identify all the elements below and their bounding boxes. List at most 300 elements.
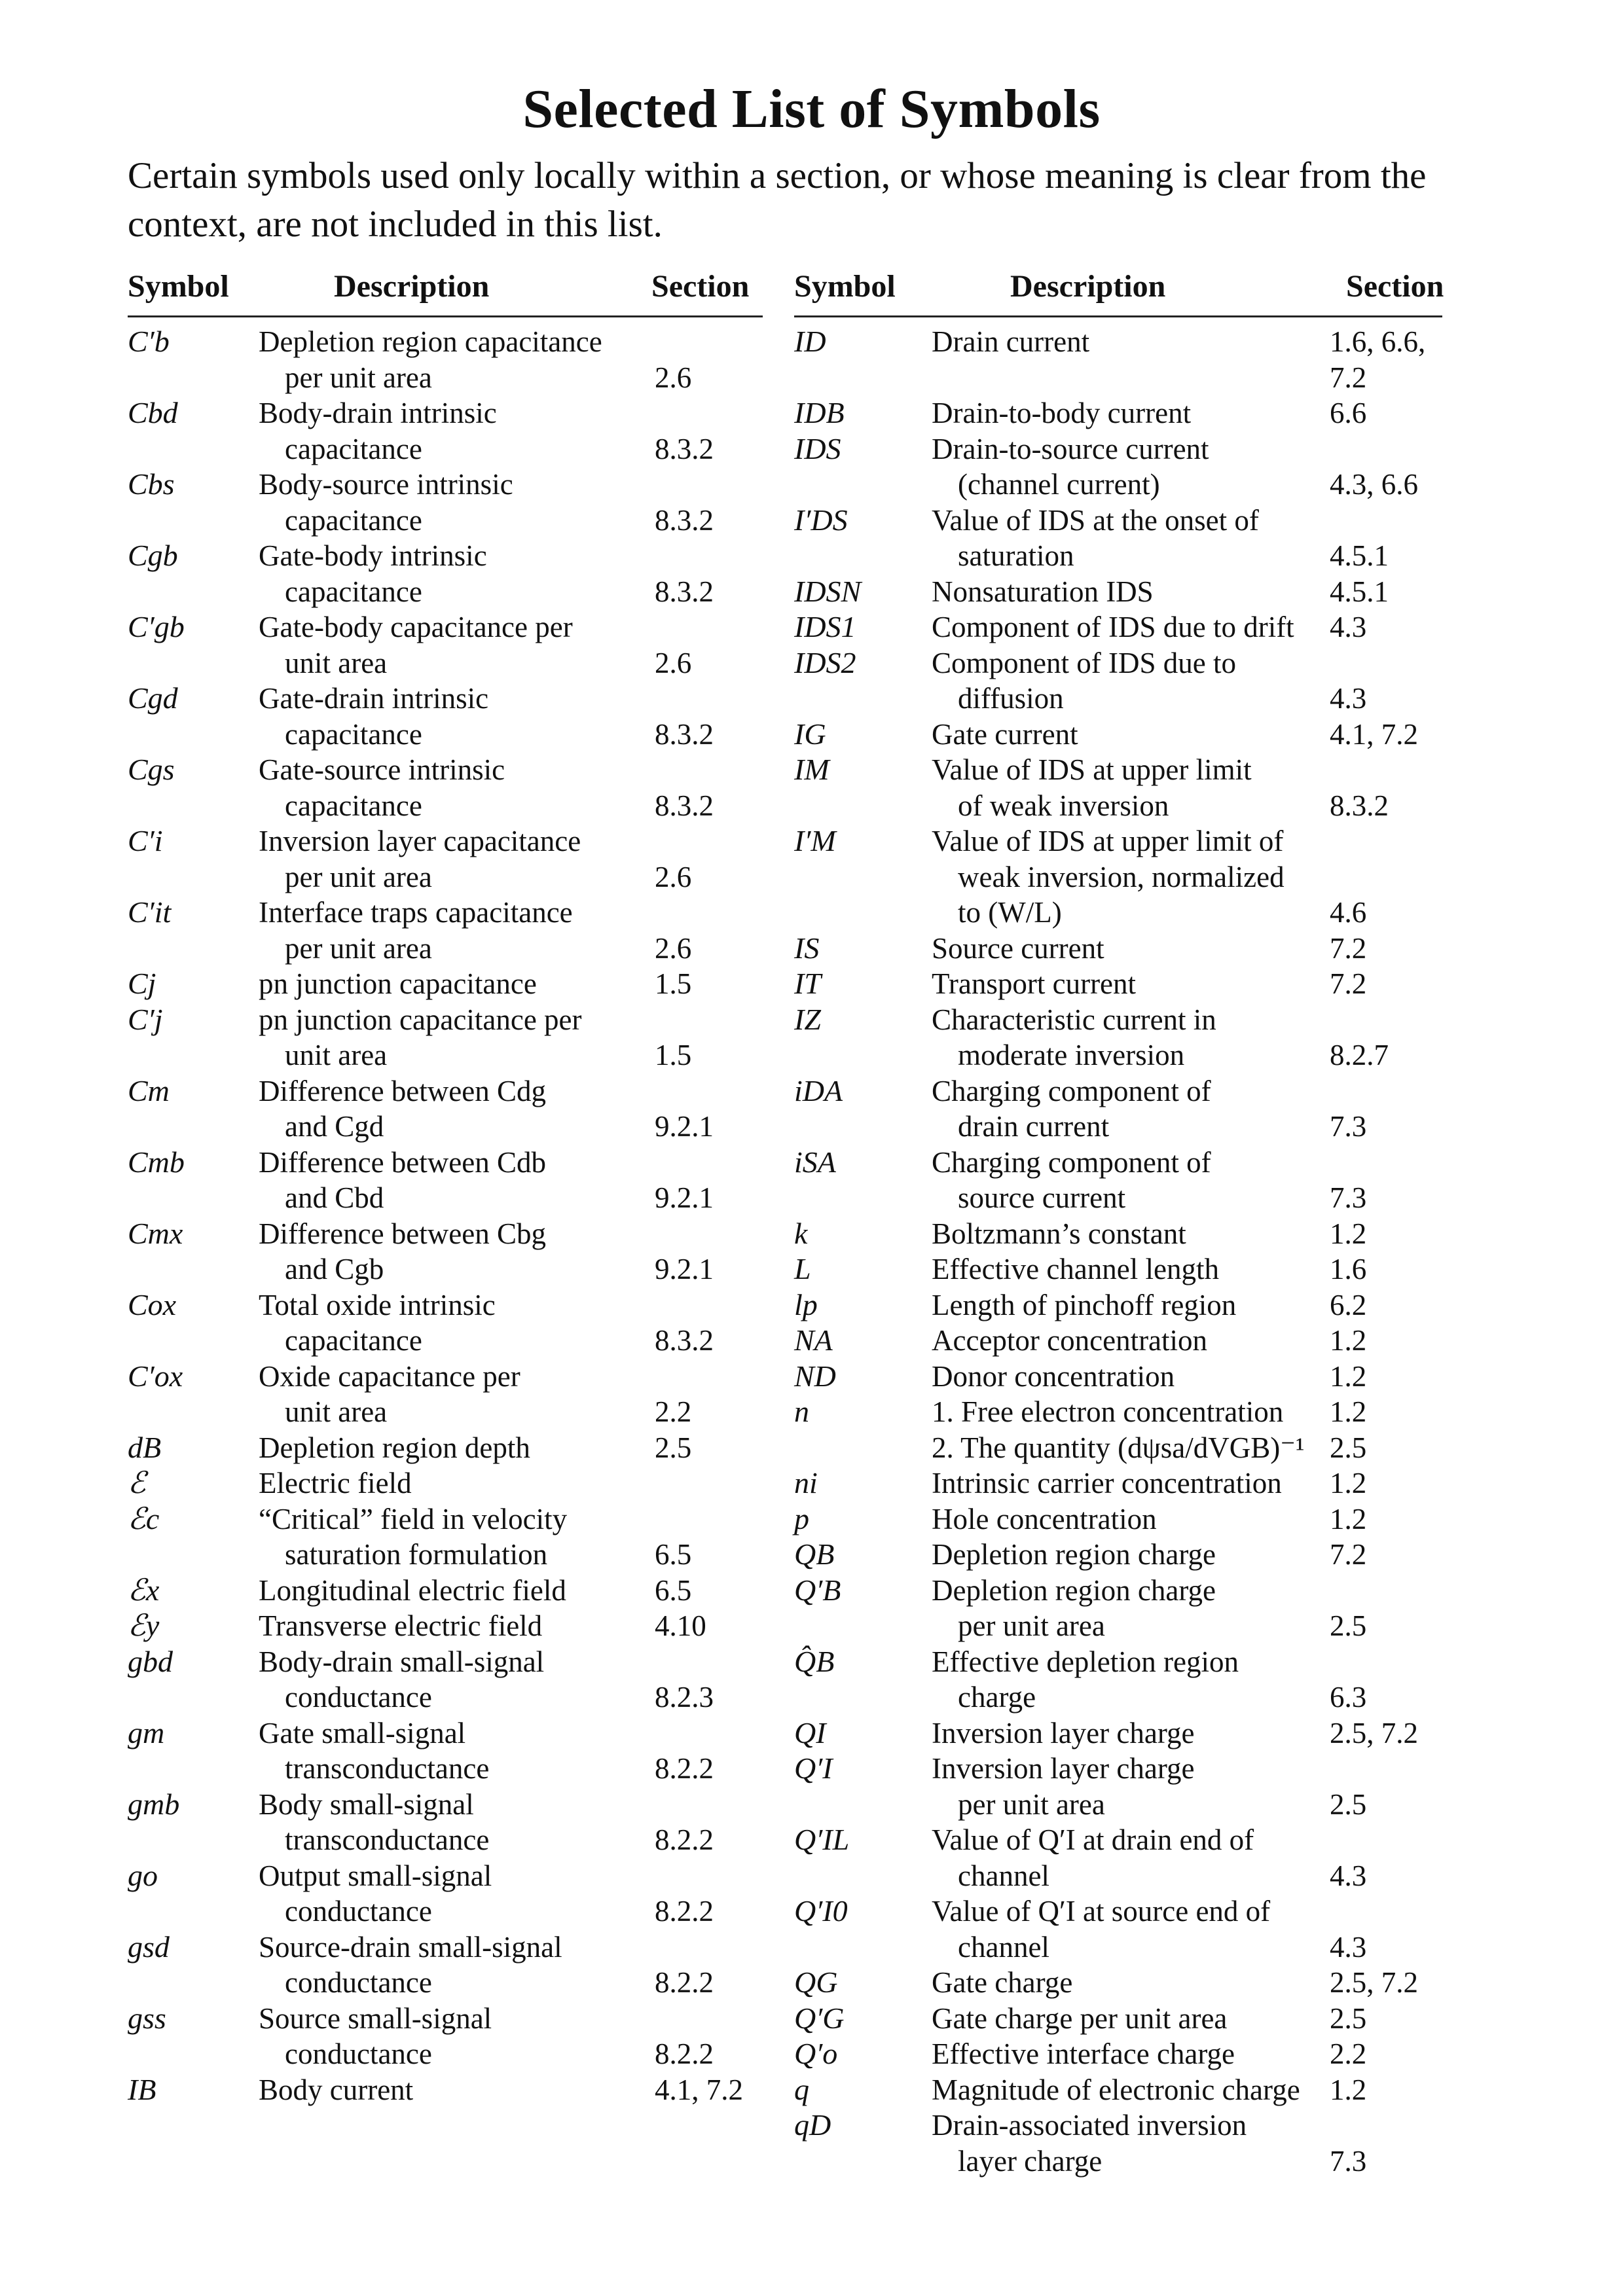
description-line: Inversion layer charge bbox=[932, 1752, 1195, 1785]
symbol-cell: iDA bbox=[794, 1073, 843, 1107]
table-row bbox=[794, 2001, 1442, 2037]
section-cell: 7.2 bbox=[1330, 931, 1367, 965]
section-cell: 8.2.2 bbox=[655, 1752, 714, 1785]
table-body bbox=[794, 324, 1442, 2179]
symbol-cell: Cmb bbox=[128, 1145, 185, 1179]
table-row bbox=[794, 574, 1442, 610]
table-row bbox=[128, 1287, 763, 1359]
symbol-cell: ℰx bbox=[128, 1573, 160, 1607]
section-cell: 2.6 bbox=[655, 860, 692, 893]
table-row bbox=[794, 752, 1442, 823]
symbol-cell: IDS2 bbox=[794, 645, 856, 679]
table-row bbox=[128, 1145, 763, 1216]
table-row bbox=[128, 1608, 763, 1644]
symbol-cell: ID bbox=[794, 325, 826, 358]
symbol-cell: IB bbox=[128, 2072, 156, 2106]
description-line: of weak inversion bbox=[958, 789, 1169, 822]
table-row bbox=[794, 609, 1442, 645]
symbol-cell: q bbox=[794, 2072, 809, 2106]
section-cell: 2.5, 7.2 bbox=[1330, 1716, 1418, 1749]
table-row bbox=[794, 1359, 1442, 1395]
symbol-cell: qD bbox=[794, 2108, 831, 2142]
symbol-cell: Cox bbox=[128, 1287, 177, 1321]
symbol-cell: Cbs bbox=[128, 467, 175, 501]
description-line: capacitance bbox=[285, 575, 422, 608]
symbol-cell: Cmx bbox=[128, 1216, 183, 1250]
symbol-cell: C′it bbox=[128, 895, 172, 929]
description-line: to (W/L) bbox=[958, 896, 1062, 929]
section-cell: 4.3 bbox=[1330, 1930, 1367, 1964]
description-line: Source current bbox=[932, 931, 1104, 965]
section-cell: 7.2 bbox=[1330, 967, 1367, 1000]
description-line: drain current bbox=[958, 1110, 1110, 1143]
symbol-cell: I′M bbox=[794, 824, 836, 857]
description-line: Total oxide intrinsic bbox=[259, 1288, 496, 1321]
header-description: Description bbox=[334, 269, 490, 304]
symbol-cell: ℰc bbox=[128, 1501, 160, 1535]
table-body bbox=[128, 324, 763, 2108]
section-cell: 1.2 bbox=[1330, 1217, 1367, 1250]
section-cell: 4.3, 6.6 bbox=[1330, 468, 1418, 501]
description-line: Electric field bbox=[259, 1467, 412, 1499]
description-line: Intrinsic carrier concentration bbox=[932, 1467, 1282, 1499]
description-line: Inversion layer charge bbox=[932, 1716, 1195, 1749]
description-line: Source small-signal bbox=[259, 2001, 492, 2035]
symbol-cell: iSA bbox=[794, 1145, 836, 1179]
description-line: Length of pinchoff region bbox=[932, 1288, 1237, 1321]
description-line: unit area bbox=[285, 646, 388, 679]
header-section: Section bbox=[651, 269, 750, 304]
description-line: capacitance bbox=[285, 717, 422, 751]
table-row bbox=[794, 2072, 1442, 2108]
description-line: Donor concentration bbox=[932, 1359, 1175, 1393]
description-line: Gate-drain intrinsic bbox=[259, 682, 489, 715]
symbol-cell: L bbox=[794, 1252, 811, 1285]
table-row bbox=[794, 503, 1442, 574]
table-row bbox=[128, 1644, 763, 1715]
description-line: Boltzmann’s constant bbox=[932, 1217, 1186, 1250]
symbol-cell: QI bbox=[794, 1715, 826, 1749]
section-cell: 8.2.2 bbox=[655, 1895, 714, 1928]
description-line: Output small-signal bbox=[259, 1859, 492, 1892]
symbols-table-left bbox=[128, 268, 763, 2108]
description-line: per unit area bbox=[958, 1787, 1105, 1821]
description-line: source current bbox=[958, 1181, 1126, 1214]
section-cell: 6.5 bbox=[655, 1538, 692, 1571]
section-cell: 9.2.1 bbox=[655, 1181, 714, 1214]
section-cell: 8.3.2 bbox=[655, 1324, 714, 1357]
symbol-cell: go bbox=[128, 1858, 158, 1892]
description-line: Depletion region capacitance bbox=[259, 325, 602, 358]
section-cell: 7.3 bbox=[1330, 2144, 1367, 2178]
description-line: Depletion region charge bbox=[932, 1538, 1216, 1571]
description-line: Hole concentration bbox=[932, 1502, 1157, 1535]
description-line: Gate small-signal bbox=[259, 1716, 466, 1749]
description-line: Acceptor concentration bbox=[932, 1324, 1208, 1357]
table-row bbox=[128, 1002, 763, 1073]
symbol-cell: C′gb bbox=[128, 610, 185, 643]
symbols-table-right bbox=[794, 268, 1442, 2179]
table-row bbox=[128, 2072, 763, 2108]
table-row bbox=[128, 1430, 763, 1466]
description-line: pn junction capacitance per bbox=[259, 1003, 582, 1036]
table-row bbox=[794, 931, 1442, 967]
table-row bbox=[794, 717, 1442, 753]
symbol-cell: k bbox=[794, 1216, 808, 1250]
description-line: Oxide capacitance per bbox=[259, 1359, 520, 1393]
description-line: and Cgd bbox=[285, 1110, 384, 1143]
table-row bbox=[128, 1465, 763, 1501]
symbol-cell: gm bbox=[128, 1715, 165, 1749]
description-line: (channel current) bbox=[958, 468, 1160, 501]
symbol-cell: IDSN bbox=[794, 574, 862, 608]
section-cell: 2.5, 7.2 bbox=[1330, 1966, 1418, 1999]
description-line: Body-source intrinsic bbox=[259, 468, 513, 501]
description-line: per unit area bbox=[285, 361, 432, 394]
section-cell: 2.2 bbox=[1330, 2037, 1367, 2070]
description-line: channel bbox=[958, 1930, 1049, 1964]
description-line: Value of IDS at upper limit of bbox=[932, 825, 1284, 857]
section-cell: 2.5 bbox=[1330, 2001, 1367, 2035]
description-line: Interface traps capacitance bbox=[259, 896, 573, 929]
description-line: Depletion region depth bbox=[259, 1431, 530, 1464]
symbol-cell: IZ bbox=[794, 1002, 821, 1036]
section-cell: 8.2.7 bbox=[1330, 1039, 1389, 1071]
table-row bbox=[128, 538, 763, 609]
description-line: unit area bbox=[285, 1395, 388, 1428]
section-cell: 4.3 bbox=[1330, 611, 1367, 643]
table-row bbox=[128, 1501, 763, 1573]
section-cell: 4.6 bbox=[1330, 896, 1367, 929]
symbol-cell: Q′IL bbox=[794, 1823, 850, 1856]
header-rule bbox=[794, 315, 1442, 317]
section-cell: 1.2 bbox=[1330, 1502, 1367, 1535]
symbol-cell: gsd bbox=[128, 1929, 170, 1964]
description-line: conductance bbox=[285, 2037, 432, 2070]
table-row bbox=[794, 1323, 1442, 1359]
section-cell: 8.3.2 bbox=[1330, 789, 1389, 822]
symbol-cell: dB bbox=[128, 1430, 162, 1464]
table-row bbox=[794, 1822, 1442, 1893]
section-cell: 2.5 bbox=[1330, 1431, 1367, 1464]
symbol-cell: C′j bbox=[128, 1002, 163, 1036]
table-row bbox=[794, 966, 1442, 1002]
header-rule bbox=[128, 315, 763, 317]
description-line: saturation formulation bbox=[285, 1538, 548, 1571]
symbol-cell: Cm bbox=[128, 1073, 170, 1107]
table-row bbox=[794, 1751, 1442, 1822]
description-line: Charging component of bbox=[932, 1145, 1211, 1179]
description-line: Body-drain small-signal bbox=[259, 1645, 545, 1678]
table-row bbox=[794, 1573, 1442, 1644]
description-line: Difference between Cbg bbox=[259, 1217, 546, 1250]
description-line: Drain-to-body current bbox=[932, 397, 1192, 429]
section-cell: 7.3 bbox=[1330, 1181, 1367, 1214]
description-line: Effective interface charge bbox=[932, 2037, 1235, 2070]
section-cell: 6.3 bbox=[1330, 1681, 1367, 1713]
symbol-cell: p bbox=[794, 1501, 809, 1535]
table-row bbox=[794, 1394, 1442, 1430]
description-line: channel bbox=[958, 1859, 1049, 1892]
description-line: capacitance bbox=[285, 789, 422, 822]
symbol-cell: Q′I bbox=[794, 1751, 833, 1785]
table-row bbox=[794, 1002, 1442, 1073]
symbol-cell: C′ox bbox=[128, 1359, 183, 1393]
table-row bbox=[794, 431, 1442, 503]
symbol-cell: I′DS bbox=[794, 503, 848, 537]
description-line: and Cgb bbox=[285, 1253, 384, 1285]
description-line: moderate inversion bbox=[958, 1039, 1185, 1071]
description-line: conductance bbox=[285, 1681, 432, 1713]
section-cell: 1.2 bbox=[1330, 1359, 1367, 1393]
table-row bbox=[128, 1787, 763, 1858]
table-row bbox=[128, 467, 763, 538]
table-row bbox=[128, 1715, 763, 1787]
symbol-cell: QB bbox=[794, 1537, 835, 1571]
table-row bbox=[794, 1644, 1442, 1715]
description-line: 2. The quantity (dψsa/dVGB)⁻¹ bbox=[932, 1431, 1305, 1464]
symbol-cell: Q̂B bbox=[794, 1644, 835, 1678]
section-cell: 8.3.2 bbox=[655, 575, 714, 608]
description-line: charge bbox=[958, 1681, 1036, 1713]
symbol-cell: Q′B bbox=[794, 1573, 841, 1607]
section-cell: 8.2.3 bbox=[655, 1681, 714, 1713]
symbol-cell: lp bbox=[794, 1287, 818, 1321]
description-line: 1. Free electron concentration bbox=[932, 1395, 1284, 1428]
table-row bbox=[794, 1073, 1442, 1145]
section-cell: 2.6 bbox=[655, 646, 692, 679]
description-line: transconductance bbox=[285, 1823, 490, 1856]
symbol-cell: C′i bbox=[128, 824, 163, 857]
table-row bbox=[128, 1929, 763, 2001]
section-cell: 2.5 bbox=[655, 1431, 692, 1464]
section-cell: 8.2.2 bbox=[655, 1823, 714, 1856]
description-line: Drain current bbox=[932, 325, 1090, 358]
table-row bbox=[794, 1430, 1442, 1466]
description-line: Characteristic current in bbox=[932, 1003, 1216, 1036]
description-line: Transport current bbox=[932, 967, 1137, 1000]
symbol-cell: Cj bbox=[128, 967, 156, 1000]
description-line: Effective channel length bbox=[932, 1253, 1219, 1285]
table-row bbox=[794, 1465, 1442, 1501]
section-cell: 1.5 bbox=[655, 1039, 692, 1071]
description-line: Gate-source intrinsic bbox=[259, 753, 505, 786]
intro-paragraph: Certain symbols used only locally within a section, or whose meaning is clear from the context, are not included in this list. bbox=[128, 155, 1427, 245]
description-line: Nonsaturation IDS bbox=[932, 575, 1154, 608]
symbol-cell: IDS bbox=[794, 431, 841, 465]
description-line: Body-drain intrinsic bbox=[259, 397, 497, 429]
section-cell: 8.2.2 bbox=[655, 2037, 714, 2070]
section-cell: 2.5 bbox=[1330, 1787, 1367, 1821]
description-line: Gate-body capacitance per bbox=[259, 611, 573, 643]
description-line: transconductance bbox=[285, 1752, 490, 1785]
description-line: capacitance bbox=[285, 432, 422, 465]
section-cell: 8.3.2 bbox=[655, 503, 714, 537]
description-line: Transverse electric field bbox=[259, 1609, 543, 1642]
table-row bbox=[128, 1073, 763, 1145]
page-title: Selected List of Symbols bbox=[522, 79, 1101, 139]
symbol-cell: gss bbox=[128, 2001, 166, 2035]
section-cell: 4.5.1 bbox=[1330, 539, 1389, 572]
description-line: Drain-to-source current bbox=[932, 432, 1209, 465]
table-row bbox=[794, 324, 1442, 395]
table-header bbox=[128, 268, 763, 314]
table-row bbox=[128, 966, 763, 1002]
table-row bbox=[128, 1359, 763, 1430]
section-cell: 7.2 bbox=[1330, 1538, 1367, 1571]
section-cell: 7.3 bbox=[1330, 1110, 1367, 1143]
symbol-cell: IM bbox=[794, 753, 830, 786]
section-cell: 2.6 bbox=[655, 361, 692, 394]
description-line: Value of Q′I at source end of bbox=[932, 1895, 1271, 1928]
symbol-cell: NA bbox=[794, 1323, 833, 1357]
description-line: capacitance bbox=[285, 503, 422, 537]
description-line: Difference between Cdb bbox=[259, 1145, 546, 1179]
section-cell: 8.3.2 bbox=[655, 432, 714, 465]
description-line: Value of IDS at the onset of bbox=[932, 503, 1259, 537]
description-line: diffusion bbox=[958, 682, 1064, 715]
description-line: layer charge bbox=[958, 2144, 1103, 2178]
section-cell: 1.2 bbox=[1330, 1324, 1367, 1357]
symbol-cell: gmb bbox=[128, 1787, 180, 1821]
header-symbol: Symbol bbox=[794, 269, 896, 304]
table-row bbox=[128, 324, 763, 395]
section-cell: 4.10 bbox=[655, 1609, 706, 1642]
section-cell: 4.1, 7.2 bbox=[655, 2073, 743, 2106]
description-line: Gate charge bbox=[932, 1966, 1073, 1999]
section-cell: 2.5 bbox=[1330, 1609, 1367, 1642]
description-line: conductance bbox=[285, 1966, 432, 1999]
symbol-cell: ℰ bbox=[128, 1466, 146, 1499]
table-row bbox=[794, 1715, 1442, 1751]
description-line: Body small-signal bbox=[259, 1787, 474, 1821]
description-line: conductance bbox=[285, 1895, 432, 1928]
symbol-cell: ni bbox=[794, 1466, 818, 1499]
description-line: Magnitude of electronic charge bbox=[932, 2073, 1300, 2106]
symbol-cell: Cgd bbox=[128, 681, 178, 715]
section-cell: 2.6 bbox=[655, 931, 692, 965]
table-row bbox=[128, 609, 763, 681]
description-line: and Cbd bbox=[285, 1181, 384, 1214]
symbol-cell: QG bbox=[794, 1965, 838, 1999]
section-cell: 1.2 bbox=[1330, 1467, 1367, 1499]
table-row bbox=[794, 1216, 1442, 1252]
symbol-cell: IT bbox=[794, 967, 821, 1000]
description-line: Effective depletion region bbox=[932, 1645, 1239, 1678]
section-cell: 1.5 bbox=[655, 967, 692, 1000]
section-cell: 9.2.1 bbox=[655, 1253, 714, 1285]
description-line: saturation bbox=[958, 539, 1074, 572]
description-line: pn junction capacitance bbox=[259, 967, 537, 1000]
symbol-cell: Cgs bbox=[128, 753, 175, 786]
table-row bbox=[794, 1893, 1442, 1965]
symbol-cell: Q′o bbox=[794, 2037, 838, 2070]
section-cell: 4.3 bbox=[1330, 1859, 1367, 1892]
description-line: Difference between Cdg bbox=[259, 1074, 546, 1107]
symbol-cell: n bbox=[794, 1395, 809, 1428]
table-row bbox=[128, 681, 763, 752]
table-row bbox=[794, 1287, 1442, 1323]
table-row bbox=[128, 2001, 763, 2072]
table-row bbox=[128, 895, 763, 966]
table-row bbox=[794, 823, 1442, 931]
section-cell: 6.6 bbox=[1330, 397, 1367, 429]
description-line: unit area bbox=[285, 1039, 388, 1071]
symbol-cell: ND bbox=[794, 1359, 836, 1393]
table-row bbox=[794, 2036, 1442, 2072]
table-row bbox=[128, 823, 763, 895]
description-line: Gate charge per unit area bbox=[932, 2001, 1228, 2035]
table-row bbox=[794, 645, 1442, 717]
description-line: per unit area bbox=[285, 860, 432, 893]
description-line: Body current bbox=[259, 2073, 414, 2106]
table-row bbox=[794, 2108, 1442, 2179]
symbol-cell: Q′I0 bbox=[794, 1894, 848, 1928]
section-cell: 1.6 bbox=[1330, 1253, 1367, 1285]
symbol-cell: IDS1 bbox=[794, 610, 856, 643]
symbol-cell: gbd bbox=[128, 1644, 173, 1678]
section-cell: 8.3.2 bbox=[655, 789, 714, 822]
section-cell: 8.2.2 bbox=[655, 1966, 714, 1999]
description-line: Value of IDS at upper limit bbox=[932, 753, 1252, 786]
section-cell: 6.5 bbox=[655, 1573, 692, 1607]
symbol-cell: Q′G bbox=[794, 2001, 845, 2035]
section-cell: 1.6, 6.6, 7.2 bbox=[1330, 325, 1426, 394]
description-line: weak inversion, normalized bbox=[958, 860, 1285, 893]
symbol-cell: Cgb bbox=[128, 539, 178, 572]
table-row bbox=[128, 752, 763, 823]
table-row bbox=[794, 1251, 1442, 1287]
symbol-cell: IG bbox=[794, 717, 826, 751]
symbol-cell: Cbd bbox=[128, 396, 178, 429]
table-row bbox=[794, 1965, 1442, 2001]
description-line: “Critical” field in velocity bbox=[259, 1502, 568, 1535]
section-cell: 2.2 bbox=[655, 1395, 692, 1428]
description-line: capacitance bbox=[285, 1324, 422, 1357]
table-row bbox=[794, 395, 1442, 431]
description-line: Component of IDS due to bbox=[932, 646, 1236, 679]
section-cell: 4.3 bbox=[1330, 682, 1367, 715]
symbol-cell: ℰy bbox=[128, 1609, 160, 1642]
header-symbol: Symbol bbox=[128, 269, 229, 304]
table-row bbox=[794, 1145, 1442, 1216]
section-cell: 4.1, 7.2 bbox=[1330, 717, 1418, 751]
description-line: Inversion layer capacitance bbox=[259, 825, 581, 857]
section-cell: 1.2 bbox=[1330, 1395, 1367, 1428]
header-description: Description bbox=[1010, 269, 1166, 304]
header-section: Section bbox=[1346, 269, 1444, 304]
description-line: per unit area bbox=[958, 1609, 1105, 1642]
description-line: Value of Q′I at drain end of bbox=[932, 1823, 1254, 1856]
section-cell: 8.3.2 bbox=[655, 717, 714, 751]
section-cell: 6.2 bbox=[1330, 1288, 1367, 1321]
table-row bbox=[128, 1858, 763, 1929]
description-line: Source-drain small-signal bbox=[259, 1930, 562, 1964]
description-line: Drain-associated inversion bbox=[932, 2109, 1247, 2142]
description-line: Gate-body intrinsic bbox=[259, 539, 487, 572]
table-row bbox=[128, 395, 763, 467]
table-header bbox=[794, 268, 1442, 314]
description-line: Longitudinal electric field bbox=[259, 1573, 566, 1607]
description-line: Component of IDS due to drift bbox=[932, 611, 1294, 643]
symbol-cell: IDB bbox=[794, 396, 845, 429]
table-row bbox=[794, 1501, 1442, 1537]
symbol-cell: C′b bbox=[128, 325, 170, 358]
section-cell: 1.2 bbox=[1330, 2073, 1367, 2106]
description-line: Gate current bbox=[932, 717, 1078, 751]
description-line: per unit area bbox=[285, 931, 432, 965]
description-line: Depletion region charge bbox=[932, 1573, 1216, 1607]
